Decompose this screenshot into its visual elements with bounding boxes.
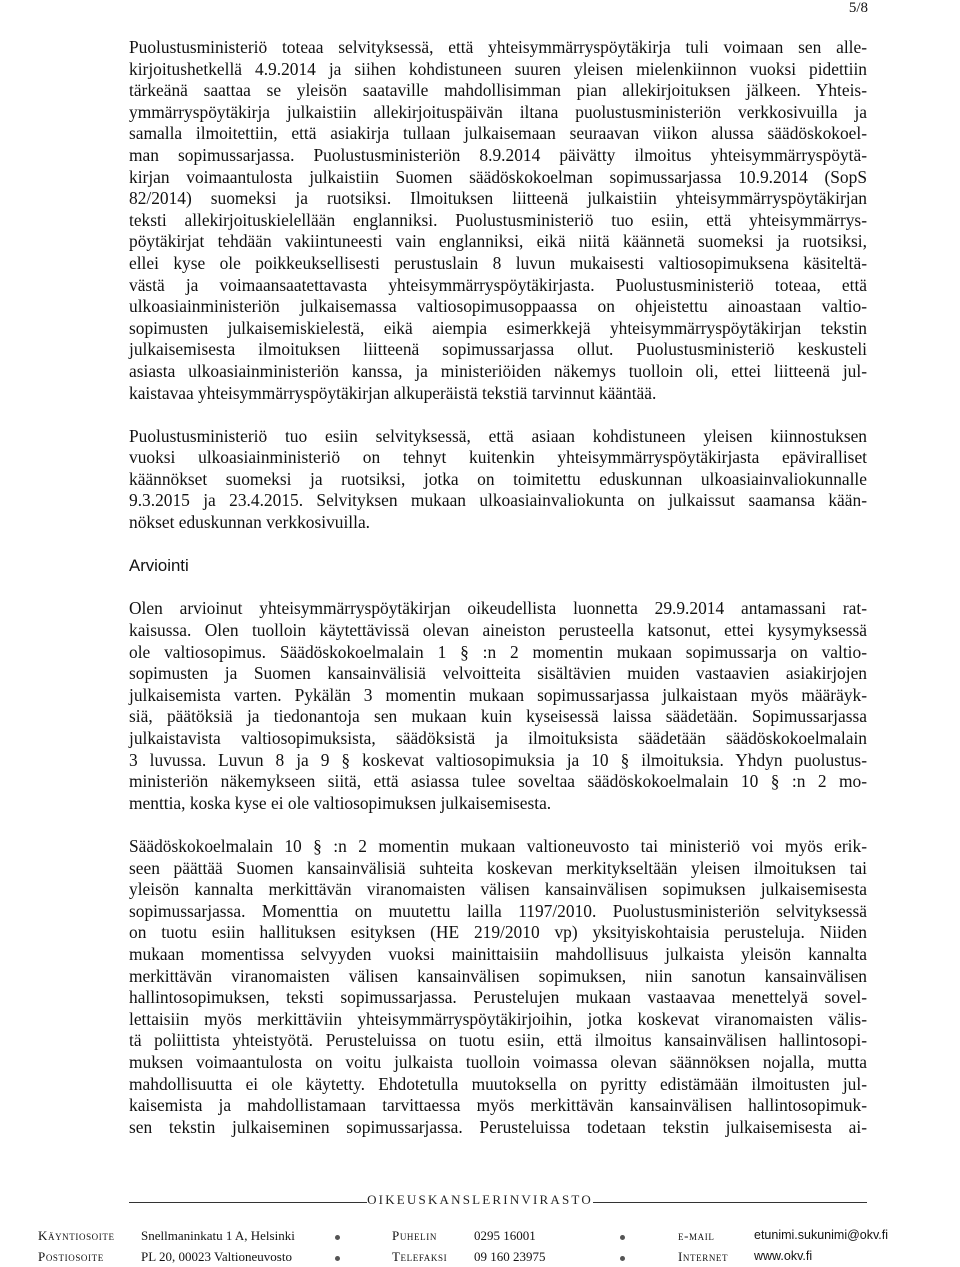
text-line: Puolustusministeriö tuo esiin selvityksessä, että asiaan kohdistuneen yleisen kiinnostuksen (129, 425, 867, 446)
text-line: julkaistavista valtiosopimuksista, säädöksistä ja ilmoituksista säädetään säädöskokoelmalain (129, 728, 867, 748)
text-line: yleisön kannalta merkittävän viranomaisten välisen kansainvälisen sopimuksen julkaisemisesta (129, 879, 867, 900)
text-line: sen tekstin julkaiseminen sopimussarjassa. Perusteluissa todetaan tekstin julkaisemisesta ai- (129, 1116, 867, 1137)
fax-number: 09 160 23975 (474, 1249, 546, 1264)
paragraph-1 (129, 37, 867, 404)
text-line: ministeriön näkemykseen siitä, että asiassa tulee soveltaa säädöskokoelmalain 10 § :n 2 mo- (129, 771, 867, 792)
text-line: kaistavaa yhteisymmärryspöytäkirjan alkuperäistä tekstiä tarvinnut kääntää. (129, 382, 657, 403)
internet-label: Internet (678, 1249, 729, 1264)
text-line: man sopimussarjassa. Puolustusministeriön 8.9.2014 päivätty ilmoitus yhteisymmärryspöytä- (129, 144, 867, 165)
separator-dot-icon (335, 1256, 340, 1261)
text-line: julkaisemisesta ilmoituksen liitteenä sopimussarjassa ollut. Puolustusministeriö keskusteli (129, 339, 867, 360)
text-line: ulkoasiainministeriön julkaisemassa valtiosopimusoppaassa on ohjeistettu ainoastaan valtio- (129, 296, 867, 317)
visiting-address: Snellmaninkatu 1 A, Helsinki (141, 1228, 295, 1243)
text-line: teksti allekirjoituskielellään englanniksi. Puolustusministeriö tuo esiin, että yhteisymmärrys- (129, 209, 867, 230)
email-label: e-mail (678, 1228, 715, 1243)
text-line: hallintosopimuksen, teksti sopimussarjassa. Perustelujen mukaan vastaavaa menettelyä sovel- (129, 987, 867, 1008)
text-line: kaisussa. Olen tuolloin käytettävissä olevan aineiston perusteella katsonut, ettei kysymyksessä (129, 620, 867, 641)
paragraph-4 (129, 836, 867, 1138)
text-line: julkaisemista varten. Pykälän 3 momentin mukaan sopimussarjassa julkaistaan myös määräyk- (129, 684, 867, 705)
text-line: kaisemista ja mahdollistamaan tarvittaessa myös merkittävän kansainvälisen hallintosopimuk- (129, 1095, 867, 1116)
text-line: nökset eduskunnan verkkosivuilla. (129, 512, 371, 533)
paragraph-2 (129, 426, 867, 534)
phone-number: 0295 16001 (474, 1228, 536, 1243)
text-line: tä poliittista yhteistyötä. Perusteluissa on tuotu esiin, että ilmoitus kansainvälisen hallintosopi- (129, 1030, 867, 1051)
text-line: muksen voimaantulosta on voitu julkaista tuolloin voimassa olevan säännöksen nojalla, mutta (129, 1051, 867, 1072)
footer-row-1 (0, 1228, 960, 1246)
document-body (129, 37, 867, 1138)
text-line: mahdollisuutta ei ole käytetty. Ehdotetulla muutoksella on pyritty edistämään ilmoitusten jul- (129, 1073, 867, 1094)
office-name: OIKEUSKANSLERINVIRASTO (367, 1192, 593, 1207)
footer-divider (593, 1202, 867, 1203)
text-line: Puolustusministeriö toteaa selvityksessä, että yhteisymmärryspöytäkirja tuli voimaan sen alle- (129, 37, 867, 57)
text-line: Olen arvioinut yhteisymmärryspöytäkirjan oikeudellista luonnetta 29.9.2014 antamassani rat- (129, 598, 867, 619)
text-line: vuoksi ulkoasiainministeriö on tehnyt kuitenkin yhteisymmärryspöytäkirjasta epäviralliset (129, 447, 867, 468)
postal-address-label: Postiosoite (38, 1249, 104, 1264)
text-line: ellei kyse ole poikkeuksellisesti perustuslain 8 luvun mukaisesti valtiosopimuksena käsiteltä- (129, 252, 867, 273)
text-line: käännökset suomeksi ja ruotsiksi, jotka on toimitettu eduskunnan ulkoasiainvaliokunnalle (129, 468, 867, 489)
website-link[interactable]: www.okv.fi (754, 1249, 813, 1263)
footer-divider (129, 1202, 367, 1203)
text-line: ole valtiosopimus. Säädöskokoelmalain 1 § :n 2 momentin mukaan sopimussarja on valtio- (129, 641, 867, 662)
separator-dot-icon (620, 1256, 625, 1261)
separator-dot-icon (620, 1235, 625, 1240)
text-line: mukaan momentissa selvyyden vuoksi mainittaisiin mahdollisuus julkaista yleisön kannalta (129, 943, 867, 964)
footer-row-2 (0, 1249, 960, 1267)
text-line: samalla ilmoitettiin, että asiakirja tullaan julkaisemaan seuraavan viikon alussa säädöskokoel- (129, 123, 867, 144)
section-heading: Arviointi (129, 556, 189, 576)
page-footer (0, 1190, 960, 1267)
text-line: sopimussarjassa. Momenttia on muutettu lailla 1197/2010. Puolustusministeriön selvityksessä (129, 900, 867, 921)
text-line: asiasta ulkoasiainministeriön kanssa, ja ministeriöiden näkemys tuolloin oli, ettei liitteenä jul- (129, 360, 867, 381)
email-address[interactable]: etunimi.sukunimi@okv.fi (754, 1228, 889, 1242)
text-line: seen päättää Suomen kansainvälisiä suhteita koskevan merkitykseltään yleisen ilmoituksen tai (129, 857, 867, 878)
text-line: tärkeänä saattaa se yleisön saataville mahdollisimman pian allekirjoituksen jälkeen. Yhteis- (129, 80, 867, 101)
text-line: 82/2014) suomeksi ja ruotsiksi. Ilmoituksen liitteenä julkaistiin yhteisymmärryspöytäkirjan (129, 188, 867, 209)
text-line: 9.3.2015 ja 23.4.2015. Selvityksen mukaan ulkoasiainvaliokunta on julkaissut saamansa kään- (129, 490, 867, 511)
text-line: Säädöskokoelmalain 10 § :n 2 momentin mukaan valtioneuvosto tai ministeriö voi myös erik- (129, 835, 867, 856)
postal-address: PL 20, 00023 Valtioneuvosto (141, 1249, 292, 1264)
page-number: 5/8 (848, 0, 868, 16)
text-line: sopimusten ja Suomen kansainvälisiä velvoitteita sisältävien muiden vastaavien asiakirjojen (129, 663, 867, 684)
text-line: kirjoitushetkellä 4.9.2014 ja siihen kohdistuneen suuren yleisen mielenkiinnon vuoksi pidettiin (129, 58, 867, 79)
phone-label: Puhelin (392, 1228, 437, 1243)
text-line: ymmärryspöytäkirja julkaistiin allekirjoituspäivän iltana puolustusministeriön verkkosivuilla ja (129, 101, 867, 122)
separator-dot-icon (335, 1235, 340, 1240)
paragraph-3 (129, 598, 867, 814)
text-line: lettaisiin myös merkittäviin yhteisymmärryspöytäkirjoihin, jotka koskevat viranomaisten välis- (129, 1008, 867, 1029)
text-line: 3 luvussa. Luvun 8 ja 9 § koskevat valtiosopimuksia ja 10 § ilmoituksia. Yhdyn puolustus- (129, 749, 867, 770)
text-line: on tuotu esiin hallituksen esityksen (HE 219/2010 vp) yksityiskohtaisia perusteluja. Niiden (129, 922, 867, 943)
fax-label: Telefaksi (392, 1249, 448, 1264)
text-line: sopimusten julkaisemiskielestä, eikä aiempia esimerkkejä yhteisymmärryspöytäkirjan tekstin (129, 317, 867, 338)
text-line: merkittävän viranomaisten välisen kansainvälisen sopimuksen, niin sanotun kansainvälisen (129, 965, 867, 986)
text-line: kirjan voimaantulosta julkaistiin Suomen säädöskokoelman sopimussarjassa 10.9.2014 (SopS (129, 166, 867, 187)
text-line: siä, päätöksiä ja tiedonantoja sen mukaan kuin kyseisessä laissa säädetään. Sopimussarjassa (129, 706, 867, 727)
visiting-address-label: Käyntiosoite (38, 1228, 115, 1243)
text-line: pöytäkirjat tehdään vakiintuneesti vain englanniksi, eikä niitä käännetä suomeksi ja ruotsiksi, (129, 231, 867, 252)
text-line: västä ja voimaansaatettavasta yhteisymmärryspöytäkirjasta. Puolustusministeriö toteaa, että (129, 274, 867, 295)
text-line: menttia, koska kyse ei ole valtiosopimuksen julkaisemisesta. (129, 792, 552, 813)
